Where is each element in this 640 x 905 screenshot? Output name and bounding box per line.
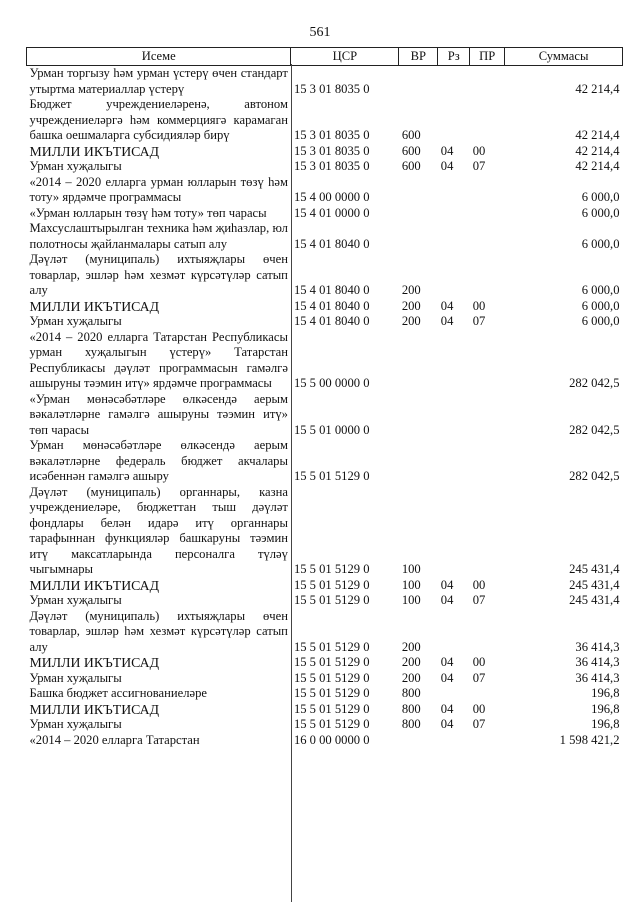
row-sum: 282 042,5 (569, 469, 620, 483)
row-code: 15 5 01 5129 0 (293, 562, 370, 576)
row-vr: 800 (401, 701, 421, 716)
row-sum: 6 000,0 (581, 283, 620, 297)
row-sum: 245 431,4 (569, 593, 620, 607)
row-name: «Урман мөнәсәбәтләре өлкәсендә аерым вәкаләтләрне гамәлгә ашыруны тәэмин итү» төп чарасы (29, 391, 288, 437)
row-vr (399, 206, 438, 222)
row-code: 15 3 01 8035 0 (293, 81, 370, 96)
row-vr (399, 175, 438, 206)
row-name: МИЛЛИ ИКЪТИСАД (29, 143, 160, 159)
table-row (27, 609, 623, 656)
table-row (27, 671, 623, 687)
row-vr (399, 221, 438, 252)
row-sum: 282 042,5 (569, 422, 620, 437)
row-vr: 800 (401, 686, 421, 700)
row-name: «2014 – 2020 елларга Татарстан Республикасы урман хуҗалыгын үстерү» Татарстан Республикасы дәүләт программасын гамәлгә ашыруны тәэмин итү» ярдәмче программасы (29, 329, 288, 390)
row-code: 15 5 01 5129 0 (293, 593, 370, 607)
row-pr (470, 206, 505, 222)
row-pr: 07 (472, 159, 486, 173)
row-rz (438, 686, 470, 702)
row-sum: 245 431,4 (569, 562, 620, 576)
row-sum: 36 414,3 (575, 639, 620, 654)
row-code: 16 0 00 0000 0 (293, 732, 370, 747)
row-rz (438, 252, 470, 299)
row-vr: 100 (401, 562, 421, 576)
row-vr: 100 (401, 577, 421, 592)
table-row (27, 144, 623, 160)
table-row (27, 66, 623, 98)
header-vr: ВР (399, 48, 438, 66)
row-code: 15 5 01 5129 0 (293, 639, 370, 654)
row-code: 15 4 01 0000 0 (293, 205, 370, 220)
row-rz: 04 (440, 593, 454, 607)
row-rz: 04 (440, 717, 454, 731)
row-pr (470, 733, 505, 749)
row-name: Урман хуҗалыгы (29, 593, 122, 607)
row-rz (438, 175, 470, 206)
row-sum: 6 000,0 (581, 190, 620, 204)
row-vr: 200 (401, 298, 421, 313)
row-sum: 282 042,5 (569, 376, 620, 390)
row-pr (470, 485, 505, 578)
row-rz (438, 330, 470, 392)
row-rz: 04 (440, 655, 454, 669)
row-name: «2014 – 2020 елларга Татарстан (29, 732, 200, 747)
row-pr: 00 (472, 655, 486, 669)
row-name: Дәүләт (муниципаль) органнары, казна учреждениеләре, бюджеттан тыш дәүләт фондлары белән идарә итү органнары тарафыннан функцияләр башкаруны тәэмин итү максатларында персоналга түләү чыгымнары (29, 484, 288, 576)
row-code: 15 4 01 8040 0 (293, 298, 370, 313)
table-row (27, 702, 623, 718)
row-pr: 00 (472, 298, 486, 313)
row-pr: 07 (472, 670, 486, 685)
row-rz: 04 (440, 577, 454, 592)
row-sum: 6 000,0 (581, 236, 620, 251)
row-code: 15 5 01 5129 0 (293, 577, 370, 592)
row-vr: 200 (401, 314, 421, 328)
row-code: 15 5 01 5129 0 (293, 717, 370, 731)
table-row (27, 686, 623, 702)
row-rz (438, 438, 470, 485)
row-sum: 1 598 421,2 (559, 732, 620, 747)
row-pr (470, 438, 505, 485)
row-rz (438, 609, 470, 656)
row-name: Бюджет учреждениеләренә, автоном учреждениеләргә һәм коммерциягә карамаган башка оешмаларга субсидияләр бирү (29, 97, 288, 142)
row-rz (438, 66, 470, 98)
row-pr (470, 97, 505, 144)
table-row (27, 392, 623, 439)
row-rz (438, 733, 470, 749)
row-name: Башка бюджет ассигнованиеләре (29, 686, 207, 700)
row-name: Дәүләт (муниципаль) ихтыяҗлары өчен товарлар, эшләр һәм хезмәт күрсәтүләр сатып алу (29, 252, 288, 297)
table-row (27, 717, 623, 733)
row-vr (399, 733, 438, 749)
row-name: Урман хуҗалыгы (29, 314, 122, 328)
row-code: 15 3 01 8035 0 (293, 128, 370, 142)
row-pr (470, 609, 505, 656)
row-vr (399, 330, 438, 392)
row-code: 15 5 00 0000 0 (293, 376, 370, 390)
row-pr: 00 (472, 701, 486, 716)
row-sum: 196,8 (591, 701, 620, 716)
row-rz: 04 (440, 143, 454, 158)
table-row (27, 221, 623, 252)
row-pr: 07 (472, 314, 486, 328)
table-row (27, 330, 623, 392)
row-code: 15 5 01 5129 0 (293, 670, 370, 685)
table-row (27, 314, 623, 330)
row-vr: 600 (401, 159, 421, 173)
table-row (27, 206, 623, 222)
row-vr (399, 438, 438, 485)
row-rz: 04 (440, 670, 454, 685)
row-vr (399, 66, 438, 98)
row-rz: 04 (440, 701, 454, 716)
header-code: ЦСР (291, 48, 399, 66)
row-vr (399, 392, 438, 439)
row-name: Махсуслаштырылган техника һәм җиһазлар, юл полотносы җайланмалары сатып алу (29, 221, 288, 251)
row-code: 15 5 01 5129 0 (293, 701, 370, 716)
row-pr: 00 (472, 577, 486, 592)
row-sum: 42 214,4 (575, 81, 620, 96)
row-pr (470, 330, 505, 392)
column-divider (291, 64, 292, 902)
row-code: 15 5 01 5129 0 (293, 469, 370, 483)
row-code: 15 5 01 5129 0 (293, 686, 370, 700)
table-row (27, 175, 623, 206)
row-sum: 196,8 (591, 717, 620, 731)
row-code: 15 3 01 8035 0 (293, 159, 370, 173)
table-row (27, 438, 623, 485)
page-number: 561 (309, 25, 331, 40)
row-sum: 42 214,4 (575, 143, 620, 158)
table-row (27, 252, 623, 299)
table-row (27, 733, 623, 749)
row-pr (470, 686, 505, 702)
budget-table (26, 47, 623, 748)
row-vr: 200 (401, 639, 421, 654)
table-row (27, 159, 623, 175)
row-name: Урман хуҗалыгы (29, 159, 122, 173)
table-row (27, 485, 623, 578)
table-body (27, 66, 623, 749)
table-header-row (27, 48, 623, 66)
row-name: Дәүләт (муниципаль) ихтыяҗлары өчен товарлар, эшләр һәм хезмәт күрсәтүләр сатып алу (29, 608, 288, 654)
row-vr: 600 (401, 143, 421, 158)
row-vr: 600 (401, 128, 421, 142)
row-name: Урман торгызу һәм урман үстерү өчен стандарт утыртма материаллар үстерү (29, 66, 288, 96)
row-code: 15 4 01 8040 0 (293, 236, 370, 251)
row-sum: 245 431,4 (569, 577, 620, 592)
row-rz: 04 (440, 298, 454, 313)
row-pr: 00 (472, 143, 486, 158)
table-row (27, 299, 623, 315)
header-rz: Рз (438, 48, 470, 66)
row-sum: 42 214,4 (575, 159, 620, 173)
row-name: «Урман юлларын төзү һәм тоту» төп чарасы (29, 205, 267, 220)
row-code: 15 5 01 0000 0 (293, 422, 370, 437)
row-rz (438, 485, 470, 578)
table-row (27, 593, 623, 609)
row-pr (470, 252, 505, 299)
row-name: Урман хуҗалыгы (29, 717, 122, 731)
row-pr: 07 (472, 717, 486, 731)
row-pr: 07 (472, 593, 486, 607)
row-sum: 6 000,0 (581, 314, 620, 328)
row-name: Урман хуҗалыгы (29, 670, 122, 685)
row-name: МИЛЛИ ИКЪТИСАД (29, 701, 160, 717)
table-row (27, 97, 623, 144)
table-row (27, 578, 623, 594)
row-code: 15 4 01 8040 0 (293, 314, 370, 328)
row-name: МИЛЛИ ИКЪТИСАД (29, 577, 160, 593)
row-sum: 36 414,3 (575, 655, 620, 669)
row-rz: 04 (440, 159, 454, 173)
row-code: 15 4 00 0000 0 (293, 190, 370, 204)
header-name: Исеме (27, 48, 291, 66)
row-pr (470, 66, 505, 98)
row-vr: 100 (401, 593, 421, 607)
header-sum: Суммасы (505, 48, 623, 66)
header-pr: ПР (470, 48, 505, 66)
row-rz (438, 206, 470, 222)
row-name: МИЛЛИ ИКЪТИСАД (29, 655, 160, 670)
row-sum: 6 000,0 (581, 298, 620, 313)
table-row (27, 655, 623, 671)
row-pr (470, 392, 505, 439)
row-code: 15 4 01 8040 0 (293, 283, 370, 297)
row-sum: 42 214,4 (575, 128, 620, 142)
row-vr: 800 (401, 717, 421, 731)
row-vr: 200 (401, 283, 421, 297)
row-rz (438, 97, 470, 144)
row-pr (470, 175, 505, 206)
row-rz (438, 392, 470, 439)
row-sum: 196,8 (591, 686, 620, 700)
row-name: «2014 – 2020 елларга урман юлларын төзү һәм тоту» ярдәмче программасы (29, 174, 288, 204)
row-sum: 36 414,3 (575, 670, 620, 685)
row-name: МИЛЛИ ИКЪТИСАД (29, 298, 160, 314)
row-code: 15 3 01 8035 0 (293, 143, 370, 158)
row-vr: 200 (401, 655, 421, 669)
row-rz (438, 221, 470, 252)
row-vr: 200 (401, 670, 421, 685)
row-pr (470, 221, 505, 252)
row-sum: 6 000,0 (581, 205, 620, 220)
row-name: Урман мөнәсәбәтләре өлкәсендә аерым вәкаләтләрне федераль бюджет акчалары исәбеннән гамәлгә ашыру (29, 438, 288, 483)
row-code: 15 5 01 5129 0 (293, 655, 370, 669)
row-rz: 04 (440, 314, 454, 328)
